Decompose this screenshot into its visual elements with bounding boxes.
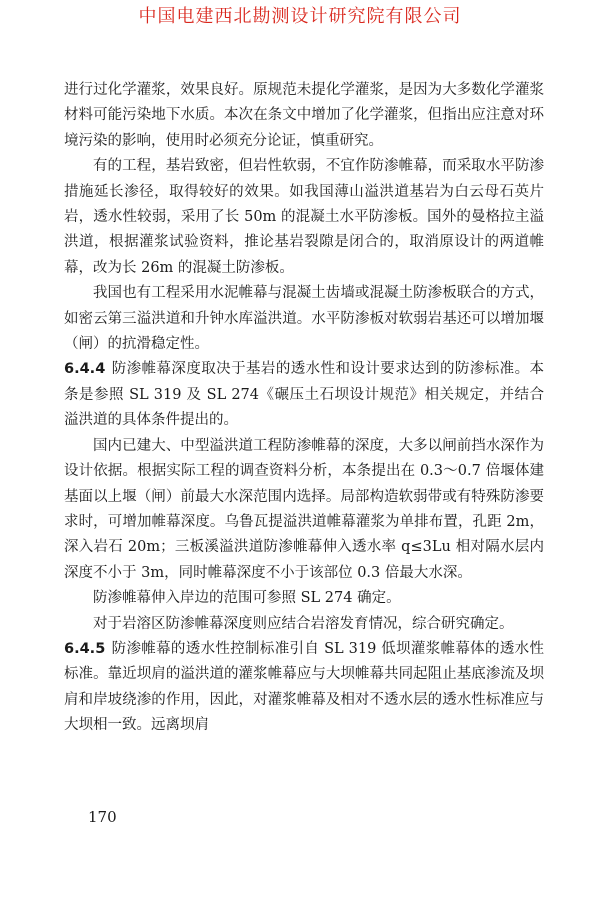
clause-6-4-4 [64,357,544,433]
document-body [64,78,544,739]
page-number: 170 [88,808,117,826]
paragraph-5 [64,434,544,586]
paragraph-6 [64,586,544,611]
paragraph-1 [64,78,544,154]
section-number: 6.4.5 [64,640,106,657]
paragraph-text: 有的工程，基岩致密，但岩性软弱，不宜作防渗帷幕，而采取水平防渗措施延长渗径，取得较好的效果。如我国薄山溢洪道基岩为白云母石英片岩，透水性较弱，采用了长 50m 的混凝土水平防渗板。国外的曼格拉主溢洪道，根据灌浆试验资料，推论基岩裂隙是闭合的，取消原设计的两道帷幕，改为长 26m 的混凝土防渗板。 [64,158,544,276]
paragraph-text: 防渗帷幕伸入岸边的范围可参照 SL 274 确定。 [93,590,401,607]
paragraph-7 [64,612,544,637]
paragraph-text: 进行过化学灌浆，效果良好。原规范未提化学灌浆，是因为大多数化学灌浆材料可能污染地下水质。本次在条文中增加了化学灌浆，但指出应注意对环境污染的影响，使用时必须充分论证，慎重研究。 [64,82,544,149]
paragraph-text: 防渗帷幕深度取决于基岩的透水性和设计要求达到的防渗标准。本条是参照 SL 319 及 SL 274《碾压土石坝设计规范》相关规定，并结合溢洪道的具体条件提出的。 [64,361,544,429]
paragraph-2 [64,154,544,281]
paragraph-text: 我国也有工程采用水泥帷幕与混凝土齿墙或混凝土防渗板联合的方式，如密云第三溢洪道和升钟水库溢洪道。水平防渗板对软弱岩基还可以增加堰（闸）的抗滑稳定性。 [64,285,544,353]
section-number: 6.4.4 [64,361,106,378]
paragraph-text: 国内已建大、中型溢洪道工程防渗帷幕的深度，大多以闸前挡水深作为设计依据。根据实际工程的调查资料分析，本条提出在 0.3～0.7 倍堰体建基面以上堰（闸）前最大水深范围内选择。局部构造软弱带或有特殊防渗要求时，可增加帷幕深度。乌鲁瓦提溢洪道帷幕灌浆为单排布置，孔距 2m，深入岩石 20m；三板溪溢洪道防渗帷幕伸入透水率 q≤3Lu 相对隔水层内深度不小于 3m，同时帷幕深度不小于该部位 0.3 倍最大水深。 [64,437,544,581]
paragraph-text: 防渗帷幕的透水性控制标准引自 SL 319 低坝灌浆帷幕体的透水性标准。靠近坝肩的溢洪道的灌浆帷幕应与大坝帷幕共同起阻止基底渗流及坝肩和岸坡绕渗的作用，因此，对灌浆帷幕及相对不透水层的透水性标准应与大坝相一致。远离坝肩 [64,640,544,734]
clause-6-4-5 [64,637,544,739]
paragraph-text: 对于岩溶区防渗帷幕深度则应结合岩溶发育情况，综合研究确定。 [93,615,514,632]
paragraph-3 [64,281,544,357]
page-header-title: 中国电建西北勘测设计研究院有限公司 [138,6,462,27]
